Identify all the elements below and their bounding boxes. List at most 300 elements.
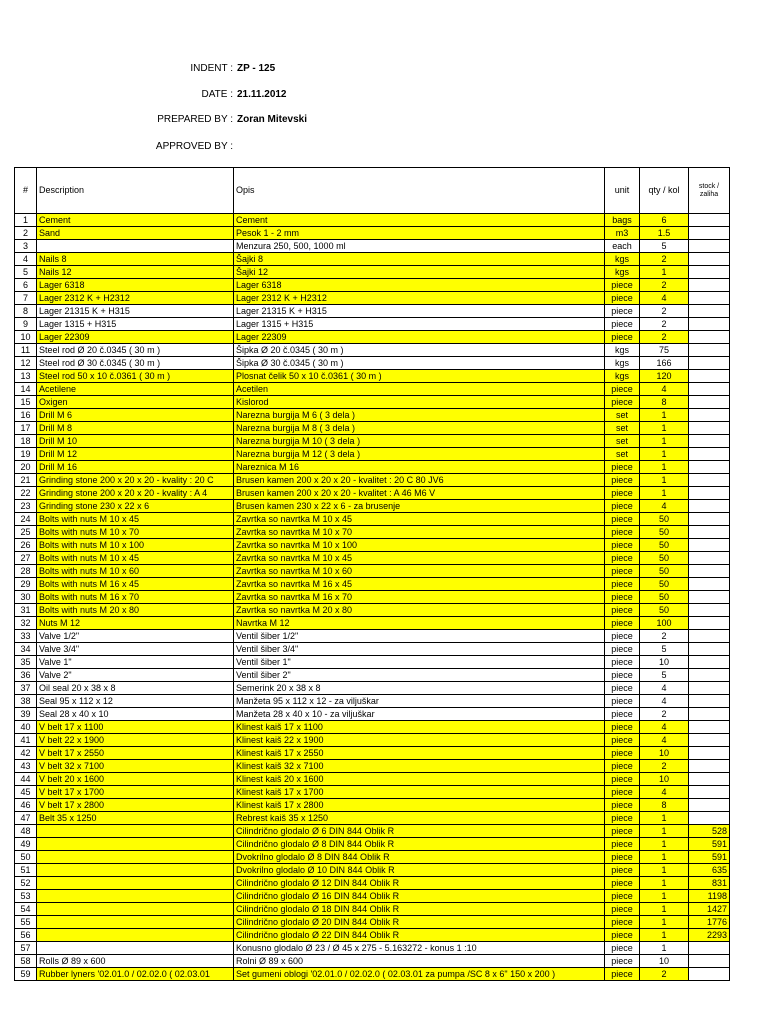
opis-cell: Klinest kaiš 17 x 1100 (234, 721, 605, 734)
opis-cell: Acetilen (234, 383, 605, 396)
opis-cell: Plosnat čelik 50 x 10 č.0361 ( 30 m ) (234, 370, 605, 383)
opis-cell: Manžeta 95 x 112 x 12 - za viljuškar (234, 695, 605, 708)
table-row (15, 890, 730, 903)
description-cell: Valve 1" (37, 656, 234, 669)
description-cell (37, 851, 234, 864)
stock-cell (689, 435, 730, 448)
opis-cell: Konusno glodalo Ø 23 / Ø 45 x 275 - 5.163272 - konus 1 :10 (234, 942, 605, 955)
description-cell: Drill M 8 (37, 422, 234, 435)
description-cell (37, 864, 234, 877)
description-cell: V belt 17 x 2800 (37, 799, 234, 812)
description-cell: Seal 95 x 112 x 12 (37, 695, 234, 708)
table-row (15, 604, 730, 617)
row-number-cell: 31 (15, 604, 37, 617)
opis-cell: Klinest kaiš 17 x 1700 (234, 786, 605, 799)
unit-cell: piece (605, 812, 640, 825)
row-number-cell: 51 (15, 864, 37, 877)
description-cell (37, 240, 234, 253)
opis-cell: Pesok 1 - 2 mm (234, 227, 605, 240)
date-value: 21.11.2012 (237, 89, 287, 100)
unit-cell: each (605, 240, 640, 253)
indent-value: ZP - 125 (237, 63, 276, 74)
table-row (15, 305, 730, 318)
qty-cell: 10 (640, 955, 689, 968)
unit-cell: piece (605, 318, 640, 331)
stock-cell (689, 812, 730, 825)
row-number-cell: 35 (15, 656, 37, 669)
stock-cell: 2293 (689, 929, 730, 942)
stock-cell (689, 669, 730, 682)
description-cell: Grinding stone 200 x 20 x 20 - kvality : 20 C (37, 474, 234, 487)
stock-cell (689, 942, 730, 955)
row-number-cell: 9 (15, 318, 37, 331)
row-number-cell: 41 (15, 734, 37, 747)
description-cell: Rubber lyners '02.01.0 / 02.02.0 ( 02.03.01 (37, 968, 234, 981)
row-number-cell: 15 (15, 396, 37, 409)
opis-cell: Lager 1315 + H315 (234, 318, 605, 331)
col-num-header: # (15, 168, 37, 214)
qty-cell: 50 (640, 565, 689, 578)
qty-cell: 2 (640, 318, 689, 331)
table-row (15, 773, 730, 786)
description-cell: Lager 22309 (37, 331, 234, 344)
row-number-cell: 25 (15, 526, 37, 539)
qty-cell: 50 (640, 552, 689, 565)
unit-cell: piece (605, 825, 640, 838)
opis-cell: Lager 6318 (234, 279, 605, 292)
stock-cell (689, 448, 730, 461)
unit-cell: kgs (605, 370, 640, 383)
row-number-cell: 20 (15, 461, 37, 474)
stock-cell (689, 487, 730, 500)
row-number-cell: 13 (15, 370, 37, 383)
opis-cell: Rebrest kaiš 35 x 1250 (234, 812, 605, 825)
unit-cell: piece (605, 565, 640, 578)
table-row (15, 630, 730, 643)
stock-cell (689, 578, 730, 591)
row-number-cell: 39 (15, 708, 37, 721)
opis-cell: Zavrtka so navrtka M 20 x 80 (234, 604, 605, 617)
unit-cell: piece (605, 773, 640, 786)
description-cell: V belt 17 x 1700 (37, 786, 234, 799)
table-row (15, 695, 730, 708)
table-row (15, 331, 730, 344)
description-cell: V belt 32 x 7100 (37, 760, 234, 773)
qty-cell: 1 (640, 448, 689, 461)
stock-cell (689, 500, 730, 513)
unit-cell: piece (605, 487, 640, 500)
qty-cell: 5 (640, 643, 689, 656)
row-number-cell: 6 (15, 279, 37, 292)
opis-cell: Šajki 8 (234, 253, 605, 266)
row-number-cell: 54 (15, 903, 37, 916)
approved-label: APPROVED BY : (155, 141, 233, 152)
opis-cell: Zavrtka so navrtka M 10 x 60 (234, 565, 605, 578)
qty-cell: 50 (640, 604, 689, 617)
stock-cell (689, 968, 730, 981)
description-cell: Cement (37, 214, 234, 227)
stock-cell (689, 513, 730, 526)
row-number-cell: 55 (15, 916, 37, 929)
table-row (15, 487, 730, 500)
stock-cell (689, 422, 730, 435)
opis-cell: Klinest kaiš 22 x 1900 (234, 734, 605, 747)
row-number-cell: 10 (15, 331, 37, 344)
table-row (15, 643, 730, 656)
description-cell: Steel rod 50 x 10 č.0361 ( 30 m ) (37, 370, 234, 383)
row-number-cell: 17 (15, 422, 37, 435)
row-number-cell: 27 (15, 552, 37, 565)
table-row (15, 968, 730, 981)
row-number-cell: 52 (15, 877, 37, 890)
opis-cell: Narezna burgija M 10 ( 3 dela ) (234, 435, 605, 448)
qty-cell: 1 (640, 851, 689, 864)
qty-cell: 6 (640, 214, 689, 227)
qty-cell: 5 (640, 240, 689, 253)
row-number-cell: 32 (15, 617, 37, 630)
unit-cell: piece (605, 383, 640, 396)
table-row (15, 396, 730, 409)
unit-cell: piece (605, 929, 640, 942)
unit-cell: piece (605, 578, 640, 591)
description-cell: Valve 3/4" (37, 643, 234, 656)
description-cell: V belt 22 x 1900 (37, 734, 234, 747)
row-number-cell: 4 (15, 253, 37, 266)
opis-cell: Navrtka M 12 (234, 617, 605, 630)
row-number-cell: 12 (15, 357, 37, 370)
unit-cell: piece (605, 552, 640, 565)
qty-cell: 1 (640, 838, 689, 851)
qty-cell: 10 (640, 773, 689, 786)
stock-cell (689, 760, 730, 773)
unit-cell: set (605, 448, 640, 461)
table-row (15, 500, 730, 513)
stock-cell (689, 695, 730, 708)
description-cell: Lager 6318 (37, 279, 234, 292)
unit-cell: piece (605, 903, 640, 916)
stock-cell (689, 773, 730, 786)
row-number-cell: 28 (15, 565, 37, 578)
description-cell: Drill M 12 (37, 448, 234, 461)
opis-cell: Ventil šiber 2" (234, 669, 605, 682)
description-cell: Nails 12 (37, 266, 234, 279)
row-number-cell: 5 (15, 266, 37, 279)
opis-cell: Rolni Ø 89 x 600 (234, 955, 605, 968)
description-cell: Seal 28 x 40 x 10 (37, 708, 234, 721)
table-row (15, 747, 730, 760)
opis-cell: Narezna burgija M 12 ( 3 dela ) (234, 448, 605, 461)
col-qty-header: qty / kol (640, 168, 689, 214)
opis-cell: Cilindrično glodalo Ø 22 DIN 844 Oblik R (234, 929, 605, 942)
table-row (15, 565, 730, 578)
unit-cell: set (605, 422, 640, 435)
table-row (15, 903, 730, 916)
description-cell: Drill M 16 (37, 461, 234, 474)
qty-cell: 120 (640, 370, 689, 383)
qty-cell: 1 (640, 435, 689, 448)
qty-cell: 1 (640, 422, 689, 435)
unit-cell: piece (605, 669, 640, 682)
stock-cell (689, 253, 730, 266)
stock-cell: 1427 (689, 903, 730, 916)
row-number-cell: 59 (15, 968, 37, 981)
stock-cell (689, 630, 730, 643)
stock-cell (689, 214, 730, 227)
description-cell: Valve 1/2" (37, 630, 234, 643)
stock-cell (689, 383, 730, 396)
table-row (15, 461, 730, 474)
unit-cell: piece (605, 292, 640, 305)
qty-cell: 2 (640, 630, 689, 643)
unit-cell: piece (605, 708, 640, 721)
unit-cell: piece (605, 877, 640, 890)
description-cell: V belt 17 x 2550 (37, 747, 234, 760)
description-cell: Grinding stone 200 x 20 x 20 - kvality : A 4 (37, 487, 234, 500)
qty-cell: 1 (640, 877, 689, 890)
opis-cell: Klinest kaiš 32 x 7100 (234, 760, 605, 773)
row-number-cell: 36 (15, 669, 37, 682)
stock-cell (689, 227, 730, 240)
row-number-cell: 42 (15, 747, 37, 760)
opis-cell: Cilindrično glodalo Ø 18 DIN 844 Oblik R (234, 903, 605, 916)
qty-cell: 2 (640, 331, 689, 344)
description-cell: Grinding stone 230 x 22 x 6 (37, 500, 234, 513)
stock-cell (689, 474, 730, 487)
row-number-cell: 21 (15, 474, 37, 487)
table-row (15, 292, 730, 305)
stock-cell (689, 591, 730, 604)
description-cell: Sand (37, 227, 234, 240)
table-row (15, 513, 730, 526)
opis-cell: Nareznica M 16 (234, 461, 605, 474)
table-row (15, 526, 730, 539)
description-cell (37, 942, 234, 955)
row-number-cell: 16 (15, 409, 37, 422)
row-number-cell: 19 (15, 448, 37, 461)
row-number-cell: 33 (15, 630, 37, 643)
unit-cell: piece (605, 838, 640, 851)
description-cell: Lager 1315 + H315 (37, 318, 234, 331)
description-cell: Nails 8 (37, 253, 234, 266)
unit-cell: piece (605, 396, 640, 409)
items-table (14, 167, 730, 981)
description-cell: Bolts with nuts M 16 x 45 (37, 578, 234, 591)
opis-cell: Zavrtka so navrtka M 16 x 70 (234, 591, 605, 604)
row-number-cell: 23 (15, 500, 37, 513)
qty-cell: 2 (640, 253, 689, 266)
opis-cell: Ventil šiber 1" (234, 656, 605, 669)
stock-cell (689, 526, 730, 539)
description-cell: Bolts with nuts M 10 x 70 (37, 526, 234, 539)
row-number-cell: 49 (15, 838, 37, 851)
table-row (15, 448, 730, 461)
qty-cell: 4 (640, 695, 689, 708)
unit-cell: piece (605, 305, 640, 318)
unit-cell: kgs (605, 344, 640, 357)
qty-cell: 100 (640, 617, 689, 630)
qty-cell: 50 (640, 526, 689, 539)
unit-cell: piece (605, 799, 640, 812)
opis-cell: Brusen kamen 230 x 22 x 6 - za brusenje (234, 500, 605, 513)
opis-cell: Manžeta 28 x 40 x 10 - za viljuškar (234, 708, 605, 721)
qty-cell: 4 (640, 721, 689, 734)
qty-cell: 4 (640, 786, 689, 799)
qty-cell: 1.5 (640, 227, 689, 240)
table-row (15, 656, 730, 669)
table-row (15, 279, 730, 292)
row-number-cell: 40 (15, 721, 37, 734)
table-row (15, 344, 730, 357)
opis-cell: Dvokrilno glodalo Ø 10 DIN 844 Oblik R (234, 864, 605, 877)
row-number-cell: 30 (15, 591, 37, 604)
row-number-cell: 24 (15, 513, 37, 526)
description-cell (37, 929, 234, 942)
table-row (15, 435, 730, 448)
stock-cell (689, 357, 730, 370)
description-cell: V belt 20 x 1600 (37, 773, 234, 786)
description-cell: Bolts with nuts M 10 x 100 (37, 539, 234, 552)
stock-cell (689, 240, 730, 253)
stock-cell (689, 617, 730, 630)
qty-cell: 5 (640, 669, 689, 682)
unit-cell: piece (605, 864, 640, 877)
stock-cell (689, 656, 730, 669)
qty-cell: 10 (640, 656, 689, 669)
prepared-label: PREPARED BY : (157, 114, 233, 125)
description-cell: Oxigen (37, 396, 234, 409)
opis-cell: Zavrtka so navrtka M 10 x 45 (234, 513, 605, 526)
unit-cell: piece (605, 916, 640, 929)
stock-cell: 528 (689, 825, 730, 838)
row-number-cell: 53 (15, 890, 37, 903)
table-row (15, 825, 730, 838)
table-row (15, 812, 730, 825)
row-number-cell: 8 (15, 305, 37, 318)
prepared-value: Zoran Mitevski (237, 114, 308, 125)
unit-cell: kgs (605, 357, 640, 370)
table-row (15, 318, 730, 331)
table-row (15, 214, 730, 227)
opis-cell: Cement (234, 214, 605, 227)
description-cell (37, 903, 234, 916)
table-row (15, 227, 730, 240)
opis-cell: Narezna burgija M 8 ( 3 dela ) (234, 422, 605, 435)
table-row (15, 708, 730, 721)
table-row (15, 357, 730, 370)
description-cell (37, 877, 234, 890)
stock-cell (689, 734, 730, 747)
row-number-cell: 44 (15, 773, 37, 786)
col-description-header: Description (37, 168, 234, 214)
description-cell: Lager 2312 K + H2312 (37, 292, 234, 305)
row-number-cell: 45 (15, 786, 37, 799)
qty-cell: 166 (640, 357, 689, 370)
description-cell: V belt 17 x 1100 (37, 721, 234, 734)
row-number-cell: 29 (15, 578, 37, 591)
row-number-cell: 3 (15, 240, 37, 253)
table-row (15, 591, 730, 604)
unit-cell: piece (605, 695, 640, 708)
stock-cell (689, 747, 730, 760)
table-row (15, 916, 730, 929)
table-row (15, 253, 730, 266)
description-cell: Lager 21315 K + H315 (37, 305, 234, 318)
row-number-cell: 57 (15, 942, 37, 955)
description-cell: Bolts with nuts M 10 x 60 (37, 565, 234, 578)
opis-cell: Šajki 12 (234, 266, 605, 279)
description-cell: Bolts with nuts M 16 x 70 (37, 591, 234, 604)
stock-cell (689, 786, 730, 799)
opis-cell: Zavrtka so navrtka M 10 x 70 (234, 526, 605, 539)
table-row (15, 682, 730, 695)
qty-cell: 1 (640, 942, 689, 955)
row-number-cell: 37 (15, 682, 37, 695)
col-stock-header: stock / zaliha (689, 168, 730, 214)
qty-cell: 8 (640, 799, 689, 812)
row-number-cell: 7 (15, 292, 37, 305)
description-cell (37, 890, 234, 903)
stock-cell (689, 708, 730, 721)
unit-cell: kgs (605, 266, 640, 279)
qty-cell: 1 (640, 487, 689, 500)
unit-cell: piece (605, 643, 640, 656)
col-opis-header: Opis (234, 168, 605, 214)
row-number-cell: 38 (15, 695, 37, 708)
unit-cell: piece (605, 617, 640, 630)
row-number-cell: 11 (15, 344, 37, 357)
unit-cell: piece (605, 760, 640, 773)
qty-cell: 1 (640, 825, 689, 838)
table-row (15, 877, 730, 890)
opis-cell: Dvokrilno glodalo Ø 8 DIN 844 Oblik R (234, 851, 605, 864)
table-row (15, 474, 730, 487)
row-number-cell: 22 (15, 487, 37, 500)
table-row (15, 864, 730, 877)
stock-cell: 1198 (689, 890, 730, 903)
description-cell: Steel rod Ø 20 č.0345 ( 30 m ) (37, 344, 234, 357)
row-number-cell: 58 (15, 955, 37, 968)
stock-cell (689, 305, 730, 318)
qty-cell: 4 (640, 500, 689, 513)
stock-cell: 635 (689, 864, 730, 877)
opis-cell: Šipka Ø 30 č.0345 ( 30 m ) (234, 357, 605, 370)
qty-cell: 75 (640, 344, 689, 357)
table-row (15, 422, 730, 435)
col-unit-header: unit (605, 168, 640, 214)
unit-cell: piece (605, 604, 640, 617)
opis-cell: Lager 2312 K + H2312 (234, 292, 605, 305)
description-cell: Nuts M 12 (37, 617, 234, 630)
table-row (15, 734, 730, 747)
qty-cell: 1 (640, 890, 689, 903)
opis-cell: Šipka Ø 20 č.0345 ( 30 m ) (234, 344, 605, 357)
row-number-cell: 18 (15, 435, 37, 448)
opis-cell: Klinest kaiš 17 x 2800 (234, 799, 605, 812)
unit-cell: piece (605, 955, 640, 968)
table-row (15, 838, 730, 851)
opis-cell: Cilindrično glodalo Ø 6 DIN 844 Oblik R (234, 825, 605, 838)
stock-cell (689, 344, 730, 357)
row-number-cell: 26 (15, 539, 37, 552)
unit-cell: piece (605, 461, 640, 474)
opis-cell: Semerink 20 x 38 x 8 (234, 682, 605, 695)
opis-cell: Cilindrično glodalo Ø 16 DIN 844 Oblik R (234, 890, 605, 903)
description-cell: Bolts with nuts M 20 x 80 (37, 604, 234, 617)
row-number-cell: 56 (15, 929, 37, 942)
stock-cell (689, 461, 730, 474)
table-row (15, 240, 730, 253)
stock-cell (689, 643, 730, 656)
